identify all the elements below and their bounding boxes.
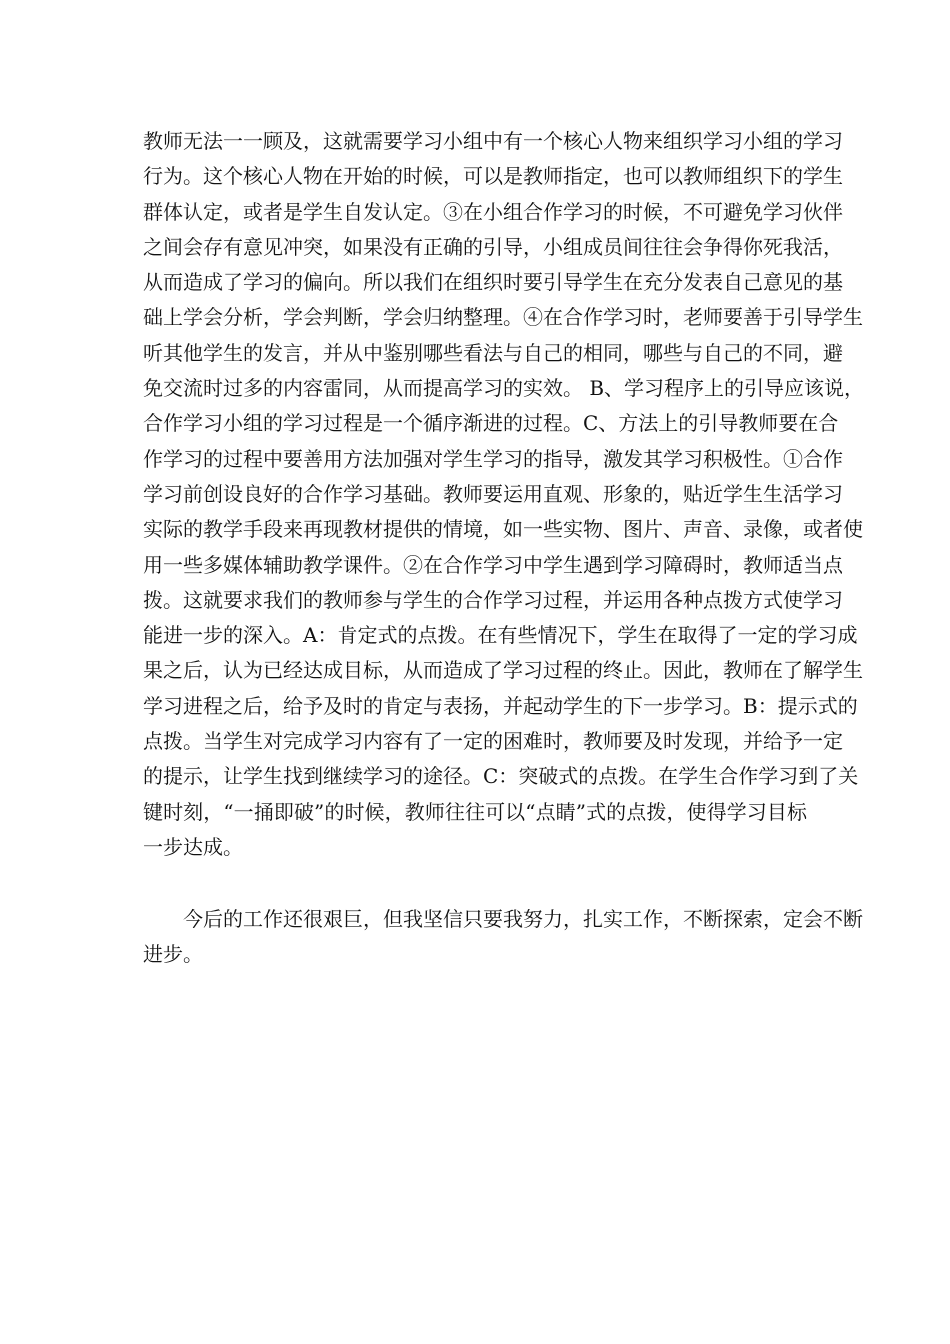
paragraph-line: 进步。	[143, 942, 203, 967]
paragraph-line: 果之后，认为已经达成目标，从而造成了学习过程的终止。因此，教师在了解学生	[143, 658, 863, 683]
paragraph-line: 教师无法一一顾及，这就需要学习小组中有一个核心人物来组织学习小组的学习	[143, 129, 843, 153]
paragraph-line: 学习前创设良好的合作学习基础。教师要运用直观、形象的，贴近学生生活学习	[143, 481, 843, 506]
paragraph-line: 从而造成了学习的偏向。所以我们在组织时要引导学生在充分发表自己意见的基	[143, 270, 843, 295]
paragraph-line: 能进一步的深入。A：肯定式的点拨。在有些情况下，学生在取得了一定的学习成	[143, 623, 858, 648]
paragraph-line: 合作学习小组的学习过程是一个循序渐进的过程。C、方法上的引导教师要在合	[143, 411, 839, 436]
paragraph-line: 今后的工作还很艰巨，但我坚信只要我努力，扎实工作，不断探索，定会不断	[183, 907, 863, 931]
paragraph-line: 行为。这个核心人物在开始的时候，可以是教师指定，也可以教师组织下的学生	[143, 164, 843, 189]
paragraph-line: 的提示，让学生找到继续学习的途径。C：突破式的点拨。在学生合作学习到了关	[143, 764, 859, 789]
paragraph-line: 免交流时过多的内容雷同，从而提高学习的实效。 B、学习程序上的引导应该说，	[143, 376, 865, 401]
paragraph-line: 础上学会分析，学会判断，学会归纳整理。④在合作学习时，老师要善于引导学生	[143, 305, 863, 330]
paragraph-line: 群体认定，或者是学生自发认定。③在小组合作学习的时候，不可避免学习伙伴	[143, 199, 843, 224]
paragraph-line: 听其他学生的发言，并从中鉴别哪些看法与自己的相同，哪些与自己的不同，避	[143, 340, 843, 365]
body-paragraph-2	[143, 902, 863, 973]
body-paragraph-1	[143, 124, 865, 865]
paragraph-line: 点拨。当学生对完成学习内容有了一定的困难时，教师要及时发现，并给予一定	[143, 729, 843, 754]
paragraph-line: 用一些多媒体辅助教学课件。②在合作学习中学生遇到学习障碍时，教师适当点	[143, 552, 843, 577]
paragraph-line: 一步达成。	[143, 834, 243, 859]
paragraph-line: 作学习的过程中要善用方法加强对学生学习的指导，激发其学习积极性。①合作	[143, 446, 843, 471]
paragraph-line: 拨。这就要求我们的教师参与学生的合作学习过程，并运用各种点拨方式使学习	[143, 587, 843, 612]
paragraph-line: 学习进程之后，给予及时的肯定与表扬，并起动学生的下一步学习。B：提示式的	[143, 693, 858, 718]
paragraph-line: 键时刻，“一捅即破”的时候，教师往往可以“点睛”式的点拨，使得学习目标	[143, 799, 807, 824]
paragraph-line: 之间会存有意见冲突，如果没有正确的引导，小组成员间往往会争得你死我活，	[143, 234, 843, 259]
paragraph-line: 实际的教学手段来再现教材提供的情境，如一些实物、图片、声音、录像，或者使	[143, 517, 863, 542]
